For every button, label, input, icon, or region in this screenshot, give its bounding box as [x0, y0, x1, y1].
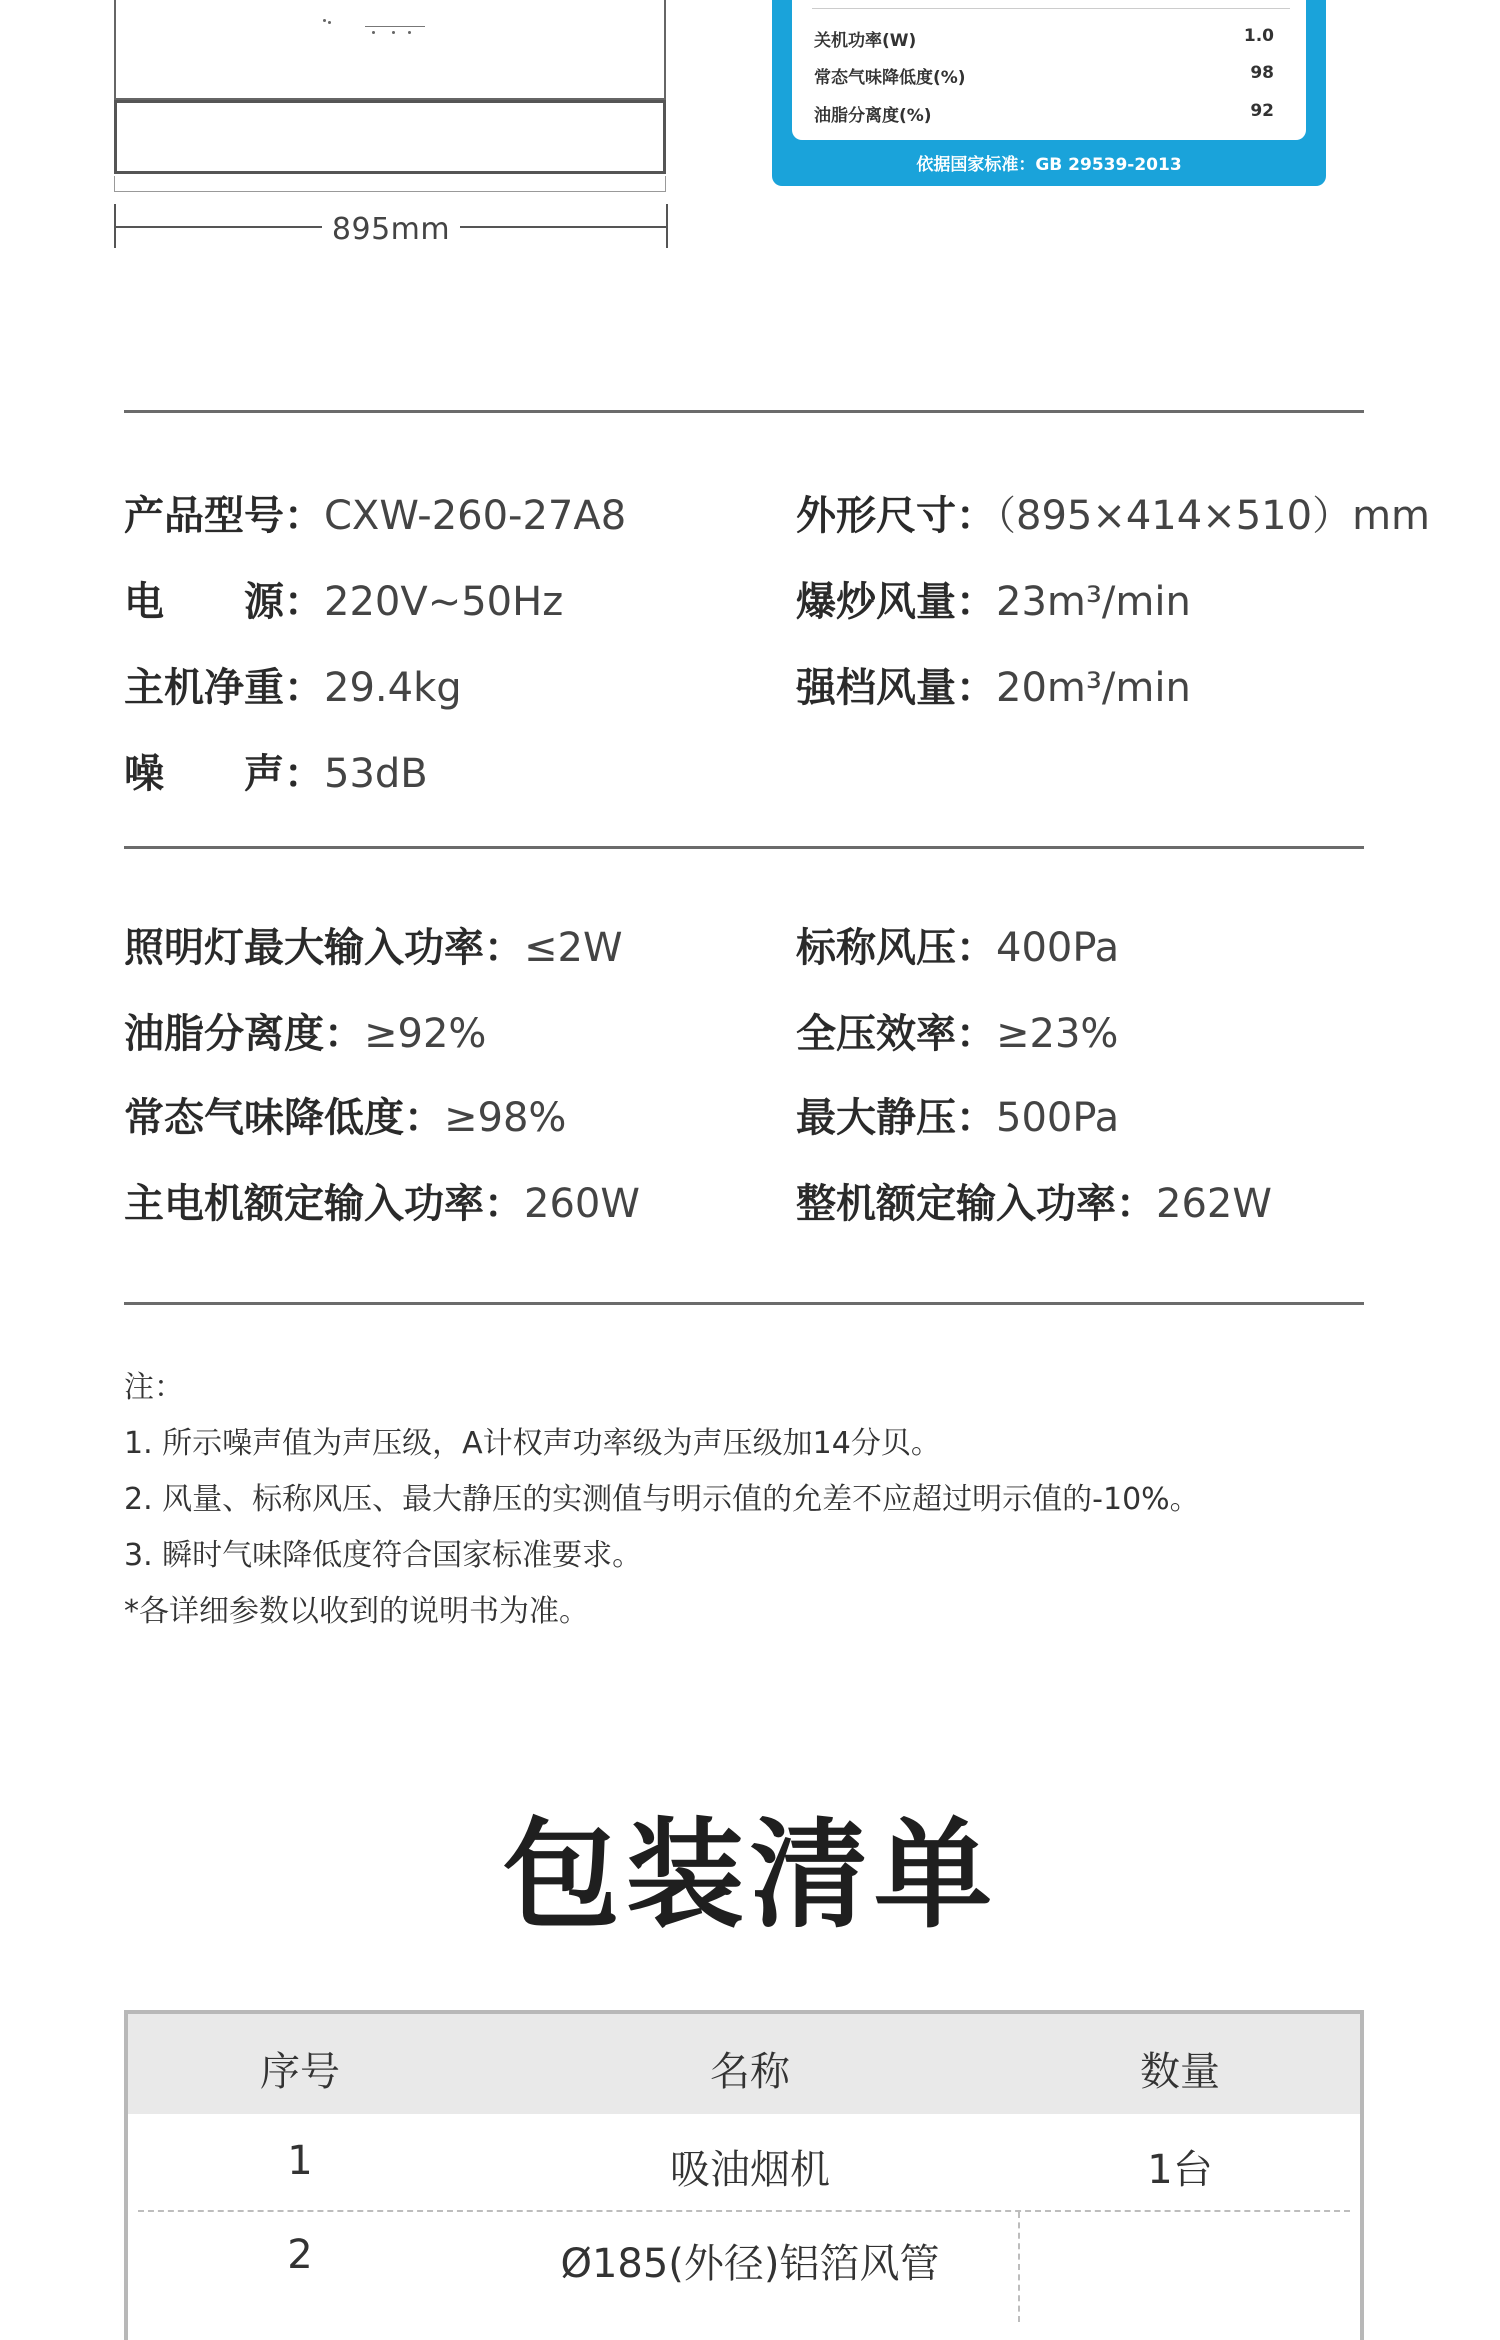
energy-label-divider: [812, 8, 1290, 9]
table-column-divider: [1018, 2212, 1020, 2322]
energy-row: [814, 101, 1288, 125]
indicator-dot: [323, 19, 326, 22]
spec-noise: 噪 声：53dB: [124, 751, 428, 797]
note-line: *各详细参数以收到的说明书为准。: [124, 1594, 589, 1629]
energy-row-value: 92: [1250, 101, 1274, 121]
indicator-dot: [328, 21, 331, 24]
control-button-dot: [408, 31, 411, 34]
note-line: 3. 瞬时气味降低度符合国家标准要求。: [124, 1538, 643, 1573]
note-line: 2. 风量、标称风压、最大静压的实测值与明示值的允差不应超过明示值的-10%。: [124, 1482, 1200, 1517]
packing-list-title: 包装清单: [501, 1806, 998, 1944]
width-dimension: [114, 204, 668, 254]
control-button-dot: [392, 31, 395, 34]
energy-row-value: 98: [1250, 63, 1274, 83]
energy-row: [814, 26, 1288, 50]
section-divider: [124, 1302, 1364, 1305]
spec-odor-reduction: 常态气味降低度：≥98%: [124, 1095, 567, 1141]
table-cell-number: 2: [287, 2232, 313, 2278]
table-cell-number: 1: [287, 2138, 313, 2184]
hood-bottom-strip: [114, 176, 666, 192]
spec-pressure-efficiency: 全压效率：≥23%: [796, 1011, 1119, 1057]
hood-outline: [114, 0, 666, 100]
spec-max-airflow: 爆炒风量：23m³/min: [796, 579, 1191, 625]
spec-light-power: 照明灯最大输入功率：≤2W: [124, 925, 623, 971]
section-divider: [124, 846, 1364, 849]
hood-front-panel: [114, 100, 666, 174]
spec-max-static-pressure: 最大静压：500Pa: [796, 1095, 1120, 1141]
spec-total-power: 整机额定输入功率：262W: [796, 1181, 1272, 1227]
energy-row: [814, 63, 1288, 87]
table-cell-name: Ø185(外径)铝箔风管: [560, 2241, 940, 2287]
column-header-name: 名称: [710, 2049, 790, 2095]
spec-net-weight: 主机净重：29.4kg: [124, 665, 462, 711]
energy-row-label: 关机功率(W): [814, 31, 917, 51]
notes-heading: 注：: [124, 1370, 184, 1405]
energy-standard: 依据国家标准：GB 29539-2013: [916, 155, 1182, 175]
note-line: 1. 所示噪声值为声压级，A计权声功率级为声压级加14分贝。: [124, 1426, 941, 1461]
spec-model: 产品型号：CXW-260-27A8: [124, 493, 627, 539]
table-cell-quantity: 1台: [1147, 2147, 1213, 2193]
table-cell-name: 吸油烟机: [670, 2147, 830, 2193]
table-row-divider: [138, 2210, 1350, 2212]
column-header-number: 序号: [260, 2049, 340, 2095]
spec-motor-power: 主电机额定输入功率：260W: [124, 1181, 640, 1227]
control-panel-line: [365, 26, 425, 27]
spec-power-supply: 电 源：220V~50Hz: [124, 579, 564, 625]
energy-row-label: 常态气味降低度(%): [814, 68, 966, 88]
energy-row-label: 油脂分离度(%): [814, 106, 932, 126]
section-divider: [124, 410, 1364, 413]
spec-nominal-pressure: 标称风压：400Pa: [796, 925, 1120, 971]
dimension-label: 895mm: [322, 212, 460, 247]
column-header-quantity: 数量: [1140, 2049, 1220, 2095]
spec-dimensions: 外形尺寸：（895×414×510）mm: [796, 493, 1431, 539]
energy-row-value: 1.0: [1243, 26, 1274, 46]
spec-grease-separation: 油脂分离度：≥92%: [124, 1011, 487, 1057]
control-button-dot: [372, 31, 375, 34]
spec-high-airflow: 强档风量：20m³/min: [796, 665, 1191, 711]
